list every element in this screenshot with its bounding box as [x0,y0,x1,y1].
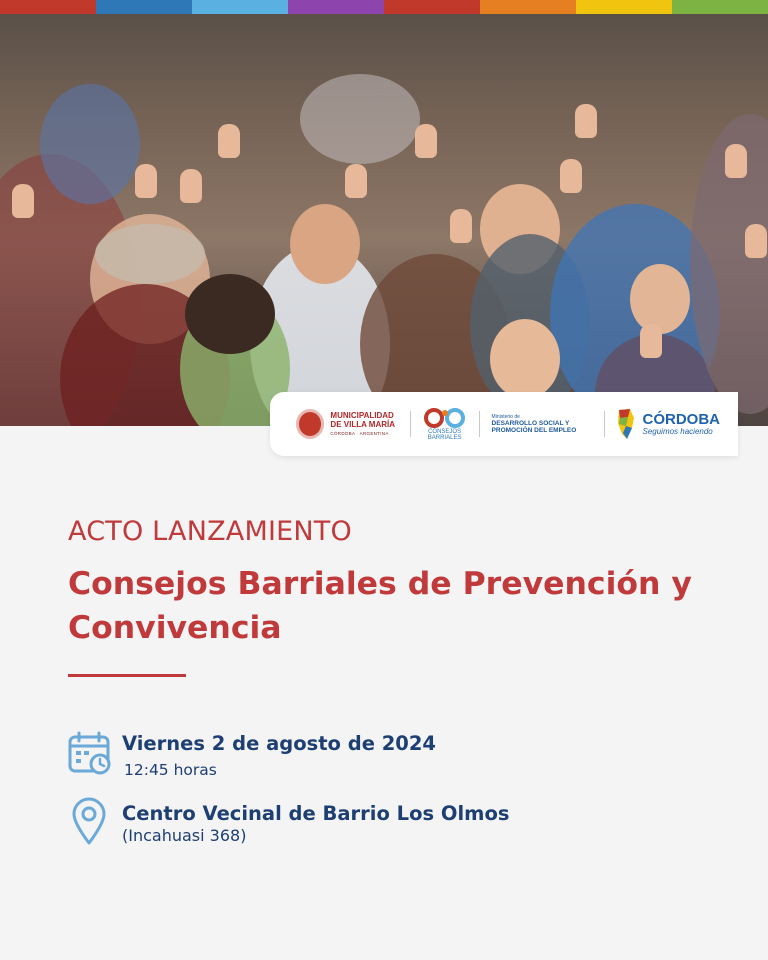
cordoba-slogan: Seguimos haciendo [642,427,713,436]
municipal-seal-icon [296,409,324,439]
ministerio-logo [492,414,592,434]
event-subtitle: ACTO LANZAMIENTO [68,516,352,547]
ministerio-name: DESARROLLO SOCIAL Y PROMOCIÓN DEL EMPLEO [491,419,577,434]
event-venue: Centro Vecinal de Barrio Los Olmos [122,802,510,825]
logo-divider [479,411,480,437]
stripe-segment [288,0,384,14]
sponsor-logo-strip [270,392,738,456]
title-divider [68,674,186,677]
logo-divider [604,411,605,437]
stripe-segment [672,0,768,14]
consejos-barriales-swirl-icon [423,407,467,429]
logo-divider [410,411,411,437]
stripe-segment [0,0,96,14]
cordoba-name: CÓRDOBA [642,411,720,428]
municipalidad-logo [296,409,398,439]
event-time: 12:45 horas [124,761,217,779]
ministerio-small: Ministerio de [491,413,520,420]
event-date: Viernes 2 de agosto de 2024 [122,732,436,755]
cordoba-logo [616,408,720,440]
crowd-photo [0,14,768,426]
stripe-segment [96,0,192,14]
event-title: Consejos Barriales de Prevención y Convivencia [68,566,692,646]
municipalidad-location: CÓRDOBA · ARGENTINA [330,430,389,436]
calendar-clock-icon [68,731,112,775]
consejos-barriales-logo [423,407,467,441]
event-address: (Incahuasi 368) [122,826,247,845]
stripe-segment [384,0,480,14]
consejos-barriales-label: CONSEJOS BARRIALES [427,429,462,441]
cordoba-map-icon [616,408,636,440]
stripe-segment [192,0,288,14]
municipalidad-name: MUNICIPALIDAD DE VILLA MARÍA [330,411,396,429]
map-pin-icon [70,796,108,846]
brand-color-stripe [0,0,768,14]
stripe-segment [480,0,576,14]
stripe-segment [576,0,672,14]
